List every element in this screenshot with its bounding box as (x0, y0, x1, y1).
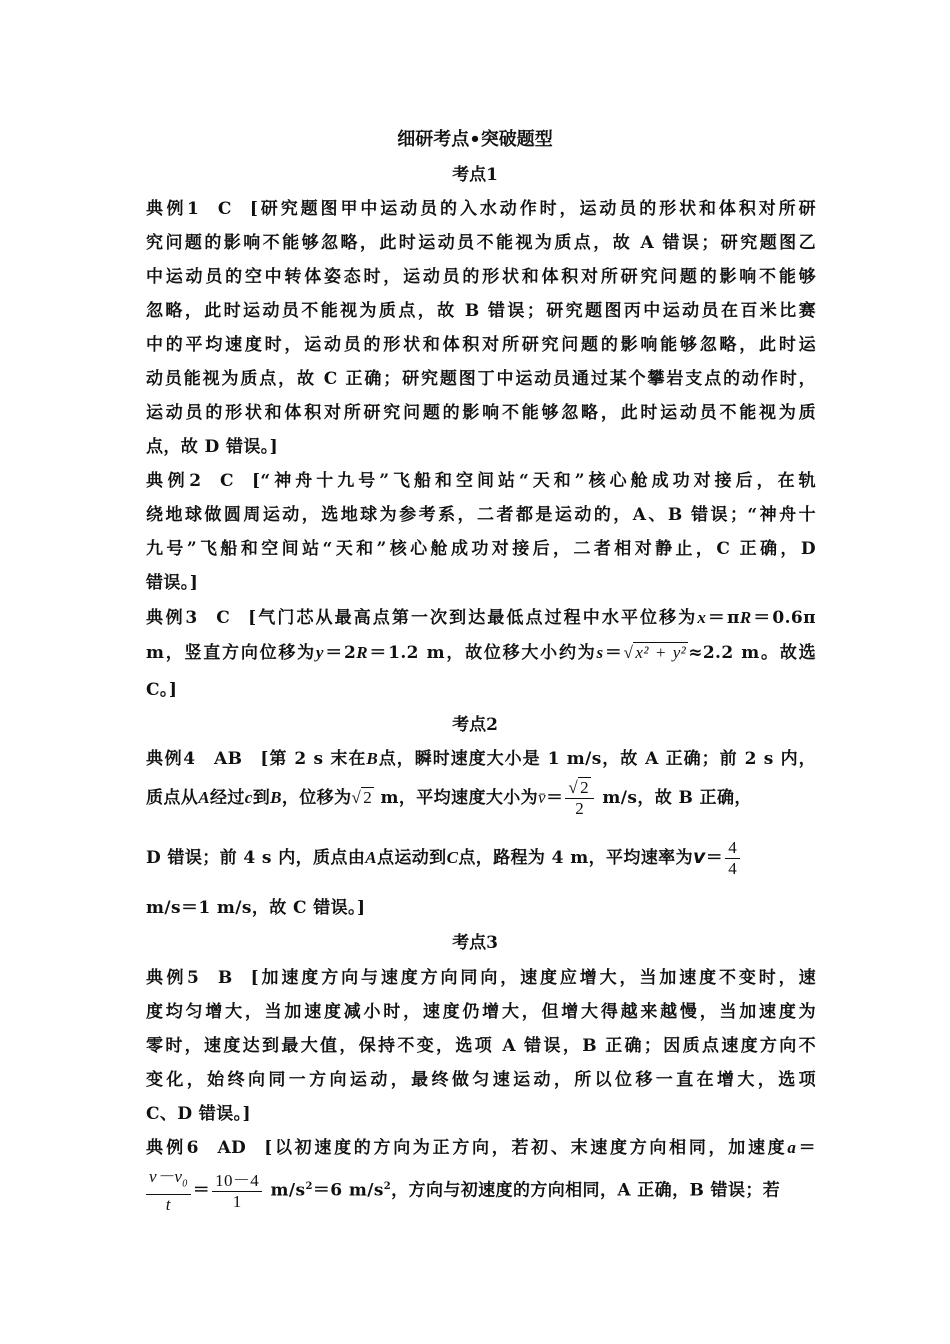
example-3-line-3: C。] (146, 680, 178, 700)
text-fragment: 质点从 (146, 788, 199, 808)
text-fragment: 点运动到 (376, 848, 447, 868)
denominator: 2 (575, 799, 585, 818)
example-5-line-2: 度均匀增大，当加速度减小时，速度仍增大，但增大得越来越慢，当加速度为 (146, 1002, 816, 1022)
text-line: [“神舟十九号”飞船和空间站“天和”核心舱成功对接后，在轨 (251, 471, 816, 491)
math-var: B (366, 749, 379, 768)
text-fragment: 经过 (209, 788, 245, 808)
radicand: 2 (363, 788, 373, 807)
fraction (725, 838, 740, 879)
example-3-line-1 (146, 603, 816, 628)
text-fragment: ≈2.2 m。故选 (688, 643, 816, 663)
example-4-line-2 (146, 775, 816, 821)
math-var: v (692, 846, 706, 868)
example-4-line-1 (146, 744, 816, 769)
text-fragment: 点，路程为 4 m，平均速率为 (458, 848, 693, 868)
text-fragment: [第 2 s 末在 (260, 749, 367, 769)
text-fragment: ＝2 (323, 643, 357, 663)
text-fragment: ，位移为 (281, 788, 352, 808)
text-fragment: ＝π (706, 608, 740, 628)
example-5-line-4: 变化，始终向同一方向运动，最终做匀速运动，所以位移一直在增大，选项 (146, 1070, 816, 1090)
math-var: v̄ (538, 788, 546, 807)
superscript: 2 (383, 1181, 392, 1192)
example-6-line-2 (146, 1164, 816, 1215)
text-line: [加速度方向与速度方向同向，速度应增大，当加速度不变时，速 (250, 968, 816, 988)
text-fragment: m/s (270, 1180, 306, 1201)
subscript: 0 (182, 1178, 188, 1190)
example-label: 典例6 (146, 1138, 200, 1158)
text-fragment: [气门芯从最高点第一次到达最低点过程中水平位移为 (248, 608, 698, 628)
text-fragment: ＝ (546, 788, 564, 808)
example-label: 典例1 (146, 199, 200, 219)
example-answer: C (217, 199, 232, 219)
numerator-text: v－v (149, 1166, 183, 1186)
example-label: 典例5 (146, 968, 200, 988)
example-answer: B (217, 968, 233, 988)
math-var: R (356, 643, 368, 662)
sqrt-expression: √ x² + y² (623, 643, 687, 662)
section-heading-3: 考点3 (452, 933, 498, 953)
denominator: t (165, 1195, 171, 1215)
text-fragment: ＝ (705, 848, 724, 868)
example-1-line-4: 忽略，此时运动员不能视为质点，故 B 错误；研究题图丙中运动员在百米比赛 (146, 301, 816, 321)
math-var: B (270, 788, 282, 807)
denominator: 1 (232, 1191, 242, 1211)
numerator: √ 2 (565, 778, 594, 799)
text-fragment: m，竖直方向位移为 (146, 643, 316, 663)
example-2-line-4: 错误。] (146, 573, 199, 593)
text-fragment: ＝0.6π (751, 608, 816, 628)
example-5-line-1 (146, 963, 816, 988)
math-var: s (596, 643, 604, 662)
example-1-line-7: 运动员的形状和体积对所研究问题的影响不能够忽略，此时运动员不能视为质 (146, 403, 816, 423)
math-var: y (315, 643, 324, 662)
example-label: 典例2 (146, 471, 203, 491)
section-heading-2: 考点2 (452, 715, 498, 735)
page-title: 细研考点•突破题型 (397, 129, 553, 150)
numerator: 4 (725, 838, 740, 859)
example-1-line-5: 中的平均速度时，运动员的形状和体积对所研究问题的影响能够忽略，此时运 (146, 335, 816, 355)
math-var: A (198, 788, 210, 807)
example-5-line-5: C、D 错误。] (146, 1104, 251, 1124)
text-fragment: ＝1.2 m，故位移大小约为 (367, 643, 597, 663)
math-var: a (787, 1138, 797, 1157)
example-label: 典例3 (146, 608, 199, 628)
fraction (565, 778, 594, 819)
text-fragment: ，方向与初速度的方向相同，A 正确，B 错误；若 (391, 1180, 781, 1201)
text-fragment: ＝ (192, 1180, 211, 1201)
example-2-line-3: 九号”飞船和空间站“天和”核心舱成功对接后，二者相对静止，C 正确，D (146, 539, 816, 559)
example-label: 典例4 (146, 749, 197, 769)
text-fragment: ＝6 m/s (312, 1180, 384, 1201)
example-answer: AB (214, 749, 243, 769)
example-3-line-2 (146, 638, 816, 663)
text-fragment: [以初速度的方向为正方向，若初、末速度方向相同，加速度 (264, 1138, 788, 1158)
text-fragment: D 错误；前 4 s 内，质点由 (146, 848, 366, 868)
example-1-line-1 (146, 194, 816, 219)
text-fragment: 到 (252, 788, 271, 808)
fraction (212, 1171, 262, 1212)
radicand: x² + y² (635, 643, 687, 662)
text-fragment: 点，瞬时速度大小是 1 m/s，故 A 正确；前 2 s 内， (378, 749, 816, 769)
section-heading-1: 考点1 (452, 165, 498, 185)
text-fragment: m/s，故 B 正确， (602, 788, 752, 808)
text-fragment: ＝ (603, 643, 624, 663)
fraction (146, 1167, 191, 1215)
math-var: c (244, 788, 253, 807)
sqrt-expression: √ 2 (351, 788, 373, 807)
math-var: x (697, 608, 707, 627)
example-answer: C (216, 608, 231, 628)
example-answer: AD (217, 1138, 247, 1158)
numerator (146, 1167, 191, 1195)
example-1-line-3: 中运动员的空中转体姿态时，运动员的形状和体积对所研究问题的影响不能够 (146, 267, 816, 287)
text-fragment: ＝ (796, 1138, 816, 1158)
math-var: R (739, 608, 752, 627)
numerator: 10－4 (212, 1171, 262, 1192)
example-1-line-6: 动员能视为质点，故 C 正确；研究题图丁中运动员通过某个攀岩支点的动作时， (146, 369, 816, 389)
text-line: [研究题图甲中运动员的入水动作时，运动员的形状和体积对所研 (249, 199, 816, 219)
denominator: 4 (728, 859, 738, 878)
example-2-line-2: 绕地球做圆周运动，选地球为参考系，二者都是运动的，A、B 错误；“神舟十 (146, 505, 816, 525)
example-1-line-8: 点，故 D 错误。] (146, 437, 279, 457)
example-5-line-3: 零时，速度达到最大值，保持不变，选项 A 错误，B 正确；因质点速度方向不 (146, 1036, 816, 1056)
example-1-line-2: 究问题的影响不能够忽略，此时运动员不能视为质点，故 A 错误；研究题图乙 (146, 233, 816, 253)
superscript: 2 (305, 1181, 313, 1192)
example-6-line-1 (146, 1133, 816, 1158)
example-4-line-4: m/s＝1 m/s，故 C 错误。] (146, 898, 366, 918)
math-var: A (365, 848, 377, 867)
example-answer: C (220, 471, 234, 491)
math-var: C (446, 848, 459, 867)
radicand: 2 (580, 778, 590, 797)
example-4-line-3 (146, 834, 816, 880)
text-fragment: m，平均速度大小为 (380, 788, 539, 808)
example-2-line-1 (146, 466, 816, 491)
